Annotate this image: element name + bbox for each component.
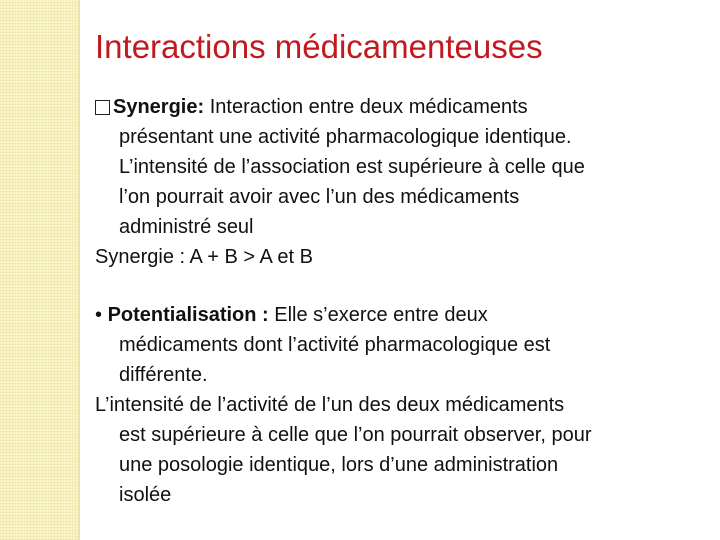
synergie-term: Synergie: [113, 96, 205, 118]
synergie-line-1 [95, 92, 705, 122]
potentialisation-line-7: isolée [119, 484, 172, 506]
synergie-line-4: l’on pourrait avoir avec l’un des médicaments [119, 186, 520, 208]
potentialisation-line-1 [95, 300, 705, 330]
slide-body [95, 92, 705, 510]
synergie-line-5: administré seul [119, 216, 254, 238]
potentialisation-text-1: Elle s’exerce entre deux [268, 304, 488, 326]
paragraph-spacer [95, 272, 705, 300]
potentialisation-line-2: médicaments dont l’activité pharmacologique est [119, 334, 551, 356]
synergie-line-3: L’intensité de l’association est supérieure à celle que [119, 156, 585, 178]
side-decoration-band [0, 0, 78, 540]
potentialisation-line-6: une posologie identique, lors d’une administration [119, 454, 559, 476]
side-divider [78, 0, 80, 540]
potentialisation-bullet: • [95, 304, 108, 326]
synergie-line-2: présentant une activité pharmacologique identique. [119, 126, 572, 148]
box-bullet-icon [95, 100, 110, 115]
potentialisation-line-4: L’intensité de l’activité de l’un des deux médicaments [95, 394, 565, 416]
potentialisation-line-5: est supérieure à celle que l’on pourrait observer, pour [119, 424, 592, 446]
synergie-formula: Synergie : A + B > A et B [95, 246, 313, 268]
slide-title: Interactions médicamenteuses [95, 28, 543, 65]
synergie-text-1: Interaction entre deux médicaments [204, 96, 528, 118]
potentialisation-line-3: différente. [119, 364, 208, 386]
potentialisation-term: Potentialisation : [107, 304, 269, 326]
